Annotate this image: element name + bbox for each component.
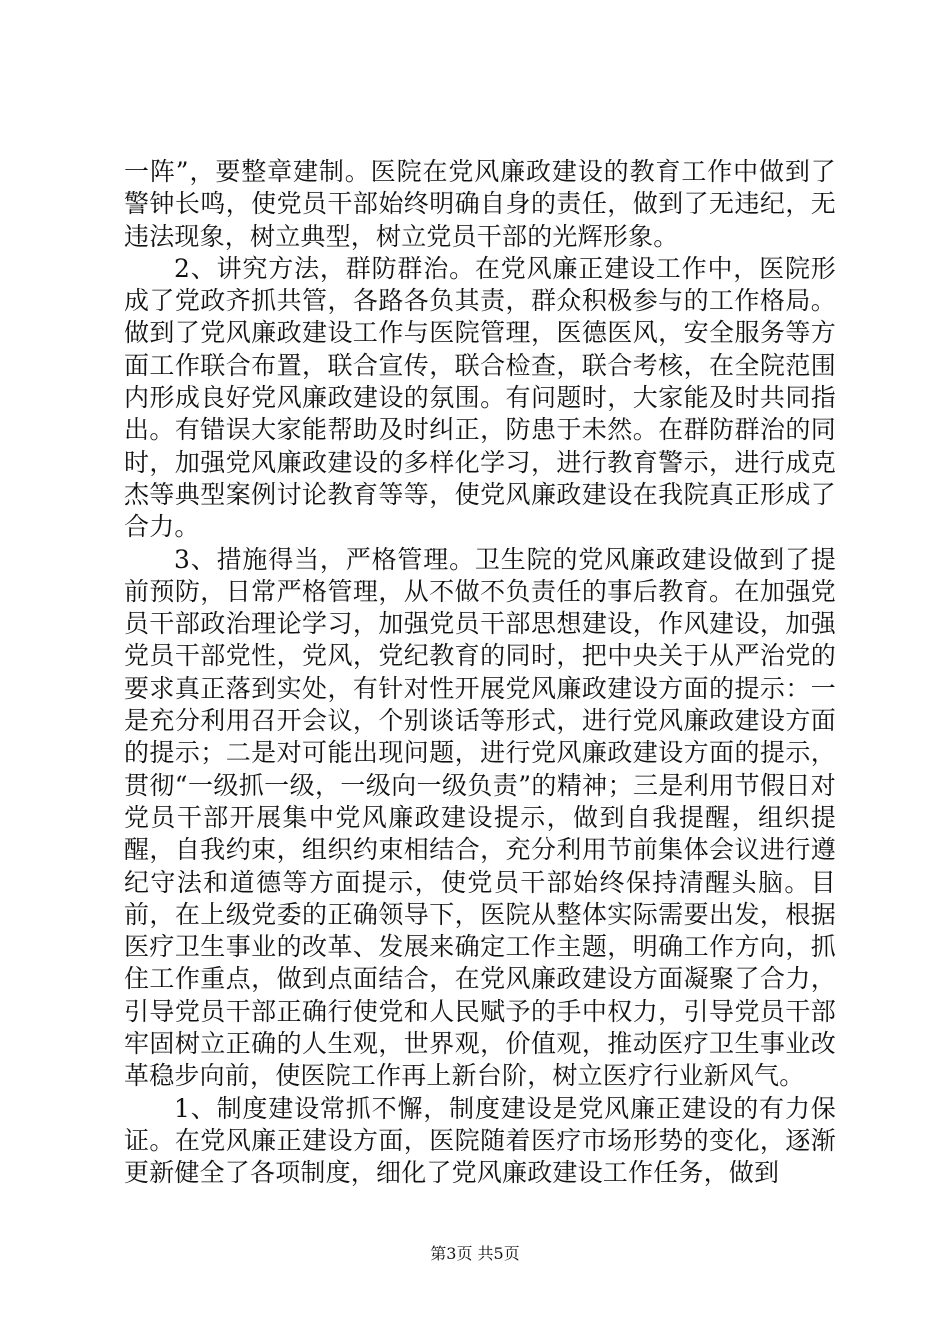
paragraph-methods: 2、讲究方法，群防群治。在党风廉正建设工作中，医院形成了党政齐抓共管，各路各负其责，群众积极参与的工作格局。做到了党风廉政建设工作与医院管理，医德医风，安全服务等方面工作联合布置，联合宣传，联合检查，联合考核，在全院范围内形成良好党风廉政建设的氛围。有问题时，大家能及时共同指出。有错误大家能帮助及时纠正，防患于未然。在群防群治的同时，加强党风廉政建设的多样化学习，进行教育警示，进行成克杰等典型案例讨论教育等等，使党风廉政建设在我院真正形成了合力。 bbox=[124, 253, 836, 542]
page-number-label: 第3页 共5页 bbox=[430, 1244, 520, 1263]
page-footer bbox=[0, 1244, 950, 1264]
paragraph-continuation: 一阵”，要整章建制。医院在党风廉政建设的教育工作中做到了警钟长鸣，使党员干部始终明确自身的责任，做到了无违纪，无违法现象，树立典型，树立党员干部的光辉形象。 bbox=[124, 157, 836, 251]
document-body bbox=[124, 156, 836, 1190]
paragraph-system-building: 1、制度建设常抓不懈，制度建设是党风廉正建设的有力保证。在党风廉正建设方面，医院随着医疗市场形势的变化，逐渐更新健全了各项制度，细化了党风廉政建设工作任务，做到 bbox=[124, 1093, 836, 1188]
paragraph-measures: 3、措施得当，严格管理。卫生院的党风廉政建设做到了提前预防，日常严格管理，从不做不负责任的事后教育。在加强党员干部政治理论学习，加强党员干部思想建设，作风建设，加强党员干部党性，党风，党纪教育的同时，把中央关于从严治党的要求真正落到实处，有针对性开展党风廉政建设方面的提示：一是充分利用召开会议，个别谈话等形式，进行党风廉政建设方面的提示；二是对可能出现问题，进行党风廉政建设方面的提示，贯彻“一级抓一级，一级向一级负责”的精神；三是利用节假日对党员干部开展集中党风廉政建设提示，做到自我提醒，组织提醒，自我约束，组织约束相结合，充分利用节前集体会议进行遵纪守法和道德等方面提示，使党员干部始终保持清醒头脑。目前，在上级党委的正确领导下，医院从整体实际需要出发，根据医疗卫生事业的改革、发展来确定工作主题，明确工作方向，抓住工作重点，做到点面结合，在党风廉政建设方面凝聚了合力，引导党员干部正确行使党和人民赋予的手中权力，引导党员干部牢固树立正确的人生观，世界观，价值观，推动医疗卫生事业改革稳步向前，使医院工作再上新台阶，树立医疗行业新风气。 bbox=[124, 544, 836, 1091]
